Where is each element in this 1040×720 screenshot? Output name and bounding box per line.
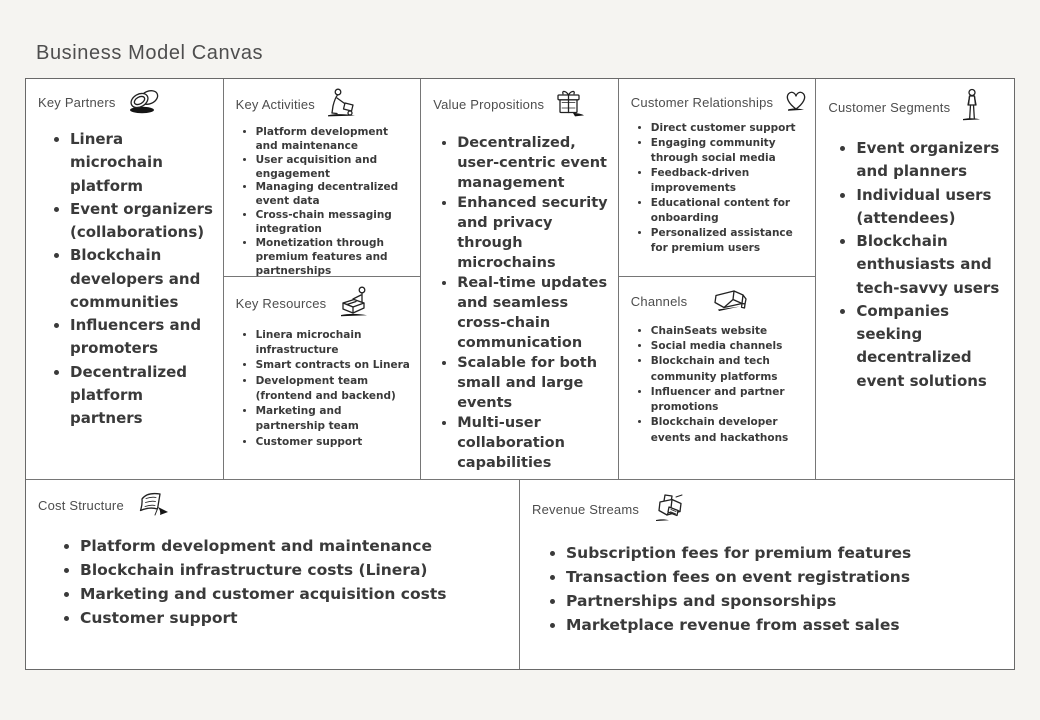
bullet-item: • Blockchain developers and communities xyxy=(70,244,217,314)
key-resources-label: Key Resources xyxy=(235,295,327,311)
key-activities-header xyxy=(224,79,421,118)
bullet-item: • Marketing and customer acquisition costs xyxy=(80,582,509,606)
person-at-machine-icon xyxy=(335,286,373,318)
bullet-item: • Customer support xyxy=(80,606,509,630)
bullet-item: • Educational content for onboarding xyxy=(651,196,806,226)
bullet-item: • Development team (frontend and backend) xyxy=(256,374,411,404)
bullet-item: • Managing decentralized event data xyxy=(256,181,411,209)
bullet-item: • Personalized assistance for premium users xyxy=(651,226,806,256)
bullet-item: • Blockchain infrastructure costs (Linera) xyxy=(80,558,509,582)
bullet-item: • Scalable for both small and large events xyxy=(457,353,610,413)
delivery-truck-icon xyxy=(710,286,752,314)
customer-segments-list xyxy=(816,137,1008,393)
heart-icon xyxy=(782,88,810,114)
bullet-item: • Transaction fees on event registrations xyxy=(566,565,1004,589)
customer-relationships-list xyxy=(619,121,806,256)
bullet-item: • Marketing and partnership team xyxy=(256,404,411,434)
value-propositions-header xyxy=(421,79,618,118)
key-activities-label: Key Activities xyxy=(235,96,315,112)
cost-structure-list xyxy=(26,534,509,630)
revenue-streams-list xyxy=(520,541,1004,637)
channels-label: Channels xyxy=(630,293,688,309)
customer-segments-header xyxy=(816,79,1014,124)
key-partners-list xyxy=(26,128,217,430)
bullet-item: • Decentralized, user-centric event management xyxy=(457,133,610,193)
bullet-item: • Partnerships and sponsorships xyxy=(566,589,1004,613)
bullet-item: • Blockchain developer events and hackathons xyxy=(651,415,806,445)
person-mowing-icon xyxy=(324,88,358,118)
bullet-item: • User acquisition and engagement xyxy=(256,154,411,182)
section-key-resources xyxy=(224,277,422,479)
bullet-item: • Influencers and promoters xyxy=(70,314,217,361)
bullet-item: • Linera microchain infrastructure xyxy=(256,328,411,358)
section-channels xyxy=(619,277,817,479)
bullet-item: • Linera microchain platform xyxy=(70,128,217,198)
page-title: Business Model Canvas xyxy=(36,42,264,64)
channels-header xyxy=(619,277,816,314)
bullet-item: • ChainSeats website xyxy=(651,324,806,339)
bullet-item: • Blockchain and tech community platforms xyxy=(651,354,806,384)
cash-register-icon xyxy=(648,492,688,524)
bullet-item: • Direct customer support xyxy=(651,121,806,136)
key-resources-header xyxy=(224,277,421,318)
key-partners-label: Key Partners xyxy=(38,95,116,110)
section-value-propositions xyxy=(421,79,619,479)
bullet-item: • Engaging community through social media xyxy=(651,136,806,166)
channels-list xyxy=(619,324,806,446)
bullet-item: • Blockchain enthusiasts and tech-savvy users xyxy=(856,230,1008,300)
section-revenue-streams xyxy=(520,480,1014,669)
customer-segments-label: Customer Segments xyxy=(828,99,951,115)
value-propositions-list xyxy=(421,133,610,473)
bullet-item: • Companies seeking decentralized event solutions xyxy=(856,300,1008,393)
customer-relationships-header xyxy=(619,79,816,114)
bullet-item: • Enhanced security and privacy through microchains xyxy=(457,193,610,273)
section-customer-segments xyxy=(816,79,1014,479)
interlocked-rings-icon xyxy=(125,88,165,115)
bullet-item: • Feedback-driven improvements xyxy=(651,166,806,196)
bullet-item: • Platform development and maintenance xyxy=(256,126,411,154)
bullet-item: • Monetization through premium features and partnerships xyxy=(256,237,411,277)
section-customer-relationships xyxy=(619,79,817,277)
bullet-item: • Multi-user collaboration capabilities xyxy=(457,413,610,473)
bullet-item: • Social media channels xyxy=(651,339,806,354)
gift-box-icon xyxy=(553,88,587,118)
customer-relationships-label: Customer Relationships xyxy=(630,94,774,110)
bullet-item: • Subscription fees for premium features xyxy=(566,541,1004,565)
section-key-activities xyxy=(224,79,422,277)
receipt-pen-icon xyxy=(133,489,175,519)
bullet-item: • Decentralized platform partners xyxy=(70,361,217,431)
revenue-streams-header xyxy=(520,480,1014,524)
bullet-item: • Event organizers (collaborations) xyxy=(70,198,217,245)
bullet-item: • Individual users (attendees) xyxy=(856,184,1008,231)
cost-structure-header xyxy=(26,480,519,519)
standing-person-icon xyxy=(959,88,985,124)
cost-structure-label: Cost Structure xyxy=(38,497,124,513)
bullet-item: • Real-time updates and seamless cross-chain communication xyxy=(457,273,610,353)
canvas-top-grid xyxy=(26,79,1014,480)
key-resources-list xyxy=(224,328,411,450)
bullet-item: • Event organizers and planners xyxy=(856,137,1008,184)
key-activities-list xyxy=(224,126,411,277)
section-cost-structure xyxy=(26,480,520,669)
bullet-item: • Marketplace revenue from asset sales xyxy=(566,613,1004,637)
canvas-bottom-grid xyxy=(26,480,1014,669)
section-key-partners xyxy=(26,79,224,479)
business-model-canvas xyxy=(25,78,1015,670)
bullet-item: • Platform development and maintenance xyxy=(80,534,509,558)
bullet-item: • Influencer and partner promotions xyxy=(651,385,806,415)
bullet-item: • Customer support xyxy=(256,435,411,450)
value-propositions-label: Value Propositions xyxy=(433,96,545,112)
bullet-item: • Cross-chain messaging integration xyxy=(256,209,411,237)
key-partners-header xyxy=(26,79,223,115)
bullet-item: • Smart contracts on Linera xyxy=(256,358,411,373)
revenue-streams-label: Revenue Streams xyxy=(532,501,640,517)
